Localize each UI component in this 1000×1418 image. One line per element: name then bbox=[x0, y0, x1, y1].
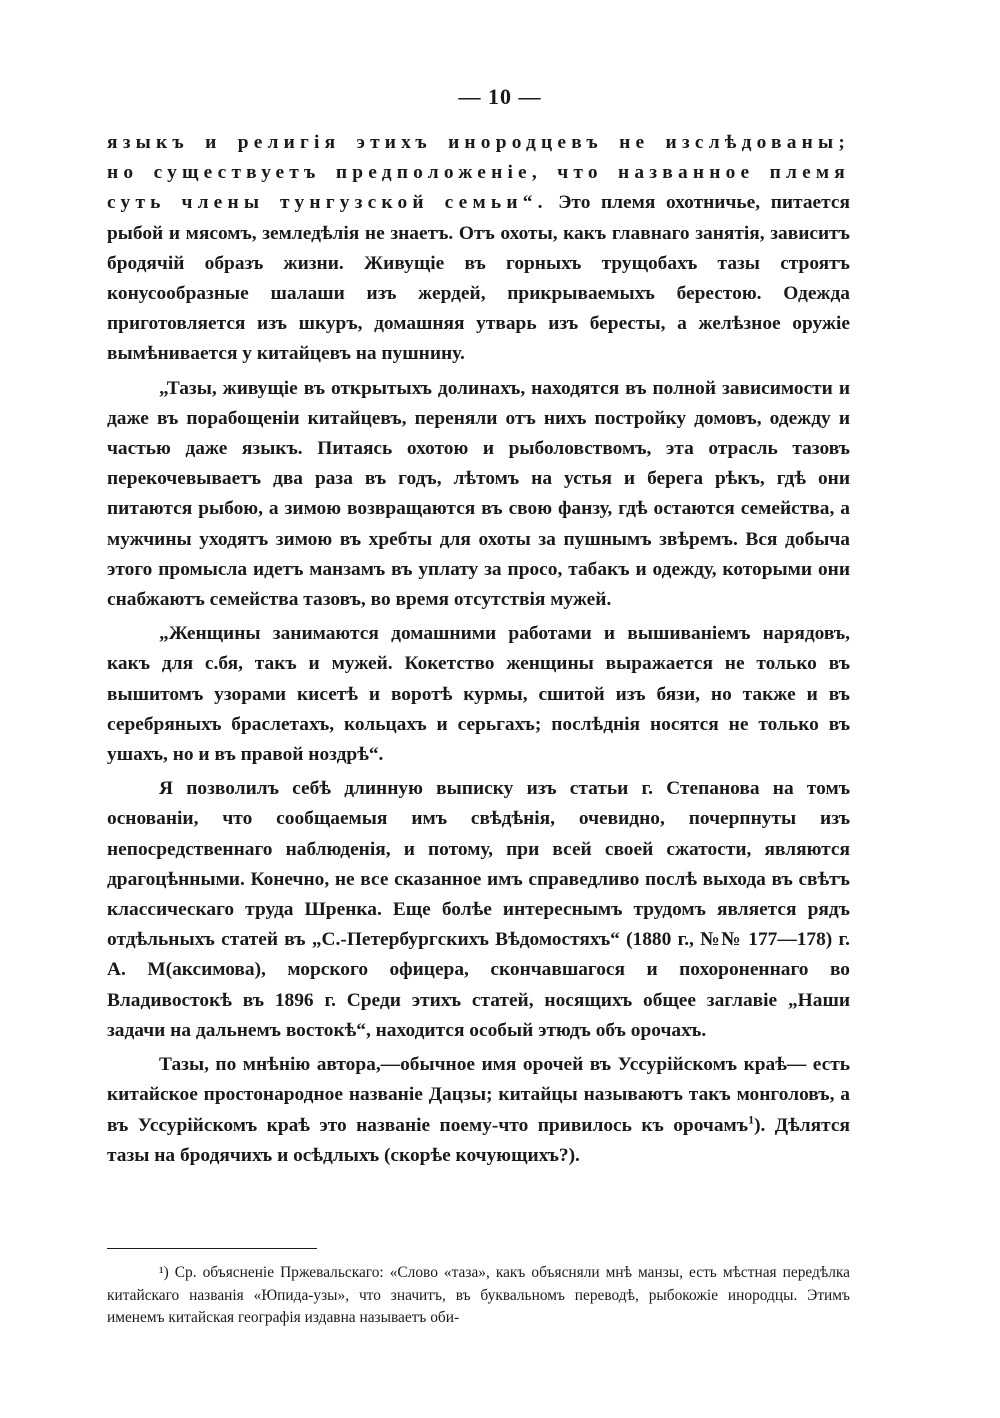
spaced-quotation: языкъ и религія этихъ инородцевъ не изслѣдованы; но существуетъ предположеніе, что названное племя суть члены тунгузской семьи“. bbox=[107, 132, 850, 214]
paragraph-3: „Женщины занимаются домашними работами и вышиваніемъ нарядовъ, какъ для с.бя, такъ и мужей. Кокетство женщины выражается не только въ вышитомъ узорами кисетѣ и воротѣ курмы, сшитой изъ бязи, но также и въ серебряныхъ браслетахъ, кольцахъ и серьгахъ; послѣднія носятся не только въ ушахъ, но и въ правой ноздрѣ“. bbox=[107, 623, 850, 766]
paragraph-5-text: Тазы, по мнѣнію автора,—обычное имя орочей въ Уссурійскомъ краѣ— есть китайское простонародное названіе Дацзы; китайцы называютъ такъ монголовъ, а въ Уссурійскомъ краѣ это названіе поему-что привилось къ орочамъ bbox=[107, 1054, 850, 1136]
paragraph-5 bbox=[107, 1050, 850, 1171]
footnote-1 bbox=[107, 1262, 850, 1330]
page-number: — 10 — bbox=[458, 84, 542, 109]
footnote-reference[interactable]: 1 bbox=[748, 1112, 755, 1127]
paragraph-1 bbox=[107, 128, 850, 370]
paragraph-1-continuation: Это племя охотничье, питается рыбой и мясомъ, земледѣлія не знаетъ. Отъ охоты, какъ главнаго занятія, зависитъ бродячій образъ жизни. Живущіе въ горныхъ трущобахъ тазы строятъ конусообразные шалаши изъ жердей, прикрываемыхъ берестою. Одежда приготовляется изъ шкуръ, домашняя утварь изъ бересты, а желѣзное оружіе вымѣнивается у китайцевъ на пушнину. bbox=[107, 192, 850, 365]
paragraph-4: Я позволилъ себѣ длинную выписку изъ статьи г. Степанова на томъ основаніи, что сообщаемыя имъ свѣдѣнія, очевидно, почерпнуты изъ непосредственнаго наблюденія, и потому, при всей своей сжатости, являются драгоцѣнными. Конечно, не все сказанное имъ справедливо послѣ выхода въ свѣтъ классическаго труда Шренка. Еще болѣе интереснымъ трудомъ является рядъ отдѣльныхъ статей въ „С.-Петербургскихъ Вѣдомостяхъ“ (1880 г., №№ 177—178) г. А. М(аксимова), морского офицера, скончавшагося и похороненнаго во Владивостокѣ въ 1896 г. Среди этихъ статей, носящихъ общее заглавіе „Наши задачи на дальнемъ востокѣ“, находится особый этюдъ объ орочахъ. bbox=[107, 778, 850, 1041]
body-text bbox=[107, 128, 850, 1175]
footnote-divider bbox=[107, 1248, 317, 1249]
paragraph-5-end: ). Дѣлятся тазы на бродячихъ и осѣдлыхъ (скорѣе кочующихъ?). bbox=[107, 1114, 850, 1166]
paragraph-2: „Тазы, живущіе въ открытыхъ долинахъ, находятся въ полной зависимости и даже въ порабощеніи китайцевъ, переняли отъ нихъ постройку домовъ, одежду и частью даже языкъ. Питаясь охотою и рыболовствомъ, эта отрасль тазовъ перекочевываетъ два раза въ годъ, лѣтомъ на устья и берега рѣкъ, гдѣ они питаются рыбою, а зимою возвращаются въ свою фанзу, гдѣ остаются семейства, а мужчины уходятъ зимою въ хребты для охоты за пушнымъ звѣремъ. Вся добыча этого промысла идетъ манзамъ въ уплату за просо, табакъ и одежду, которыми они снабжаютъ семейства тазовъ, во время отсутствія мужей. bbox=[107, 377, 850, 611]
footnote-text: Ср. объясненіе Пржевальскаго: «Слово «таза», какъ объясняли мнѣ манзы, есть мѣстная передѣлка китайскаго названія «Юпида-узы», что значитъ, въ буквальномъ переводѣ, рыбокожіе инородцы. Этимъ именемъ китайская географія издавна называетъ оби- bbox=[107, 1264, 850, 1327]
footnote-marker: ¹) bbox=[159, 1264, 169, 1281]
footnotes bbox=[107, 1262, 850, 1330]
